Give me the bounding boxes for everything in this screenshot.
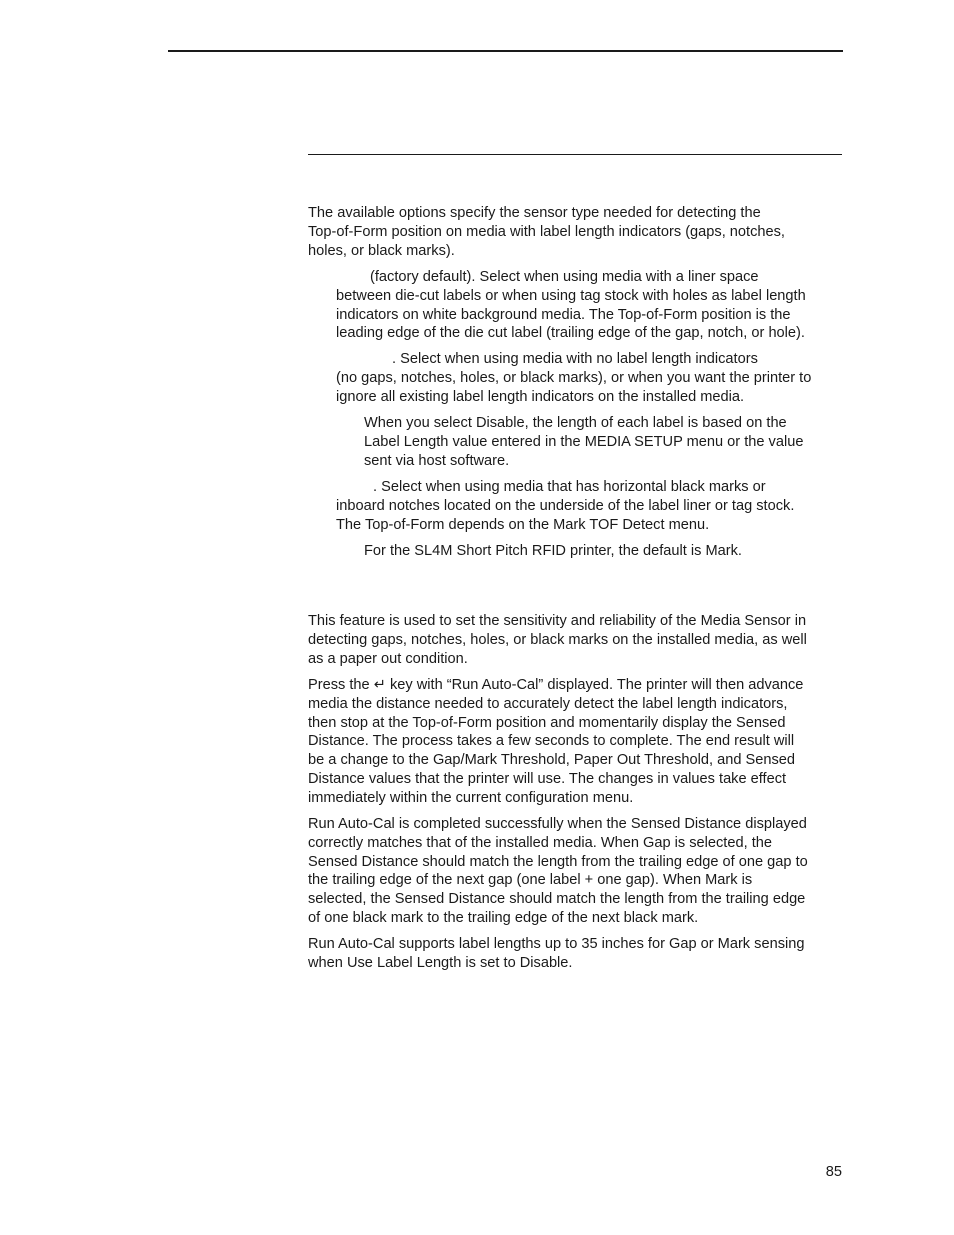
text-line: inboard notches located on the underside of the label liner or tag stock. — [336, 497, 795, 514]
text-line — [336, 268, 806, 287]
text-line: the trailing edge of the next gap (one label + one gap). When Mark is — [308, 872, 753, 889]
text-line: between die-cut labels or when using tag stock with holes as label length — [336, 287, 806, 304]
auto-cal-paragraph-4 — [308, 935, 804, 973]
text-line: then stop at the Top-of-Form position and momentarily display the Sensed — [308, 714, 786, 731]
text-line: media the distance needed to accurately detect the label length indicators, — [308, 695, 788, 712]
text-line: Label Length value entered in the MEDIA SETUP menu or the value — [364, 433, 804, 450]
text-line-content: (factory default). Select when using media with a liner space — [370, 269, 759, 285]
text-line: Sensed Distance should match the length from the trailing edge of one gap to — [308, 853, 808, 870]
media-sensor-intro — [308, 204, 785, 260]
text-line — [336, 478, 794, 497]
text-line: of one black mark to the trailing edge of the next black mark. — [308, 909, 699, 926]
disable-note — [364, 414, 803, 470]
mark-option-description — [336, 478, 794, 534]
text-line-content: . Select when using media with no label length indicators — [392, 351, 758, 367]
text-line: Distance values that the printer will use. The changes in values take effect — [308, 770, 787, 787]
text-line: when Use Label Length is set to Disable. — [308, 954, 573, 971]
page-number: 85 — [825, 1164, 842, 1180]
text-line — [336, 350, 811, 369]
auto-cal-paragraph-2 — [308, 676, 803, 808]
header-rule — [168, 50, 843, 52]
text-line: indicators on white background media. The Top-of-Form position is the — [336, 306, 791, 323]
text-line: Top-of-Form position on media with label length indicators (gaps, notches, — [308, 223, 785, 240]
section-rule — [308, 154, 842, 155]
text-line: Press the ↵ key with “Run Auto-Cal” displayed. The printer will then advance — [308, 677, 804, 693]
text-line: The available options specify the sensor type needed for detecting the — [308, 205, 761, 221]
text-line: be a change to the Gap/Mark Threshold, Paper Out Threshold, and Sensed — [308, 752, 796, 769]
text-line-content: . Select when using media that has horizontal black marks or — [373, 479, 766, 495]
text-line: The Top-of-Form depends on the Mark TOF Detect menu. — [336, 516, 710, 533]
text-line: correctly matches that of the installed media. When Gap is selected, the — [308, 834, 772, 851]
auto-cal-paragraph-3 — [308, 815, 808, 928]
disable-option-description — [336, 350, 811, 406]
text-line: leading edge of the die cut label (trailing edge of the gap, notch, or hole). — [336, 325, 805, 342]
text-line: detecting gaps, notches, holes, or black marks on the installed media, as well — [308, 631, 807, 648]
text-line: Run Auto-Cal supports label lengths up to 35 inches for Gap or Mark sensing — [308, 936, 805, 952]
mark-note — [364, 542, 742, 561]
auto-cal-paragraph-1 — [308, 612, 807, 668]
text-line: Distance. The process takes a few seconds to complete. The end result will — [308, 733, 795, 750]
text-line: selected, the Sensed Distance should match the length from the trailing edge — [308, 891, 806, 908]
text-line: When you select Disable, the length of each label is based on the — [364, 415, 787, 431]
text-line: immediately within the current configuration menu. — [308, 789, 634, 806]
text-line: ignore all existing label length indicators on the installed media. — [336, 388, 745, 405]
text-line: holes, or black marks). — [308, 242, 455, 259]
text-line: For the SL4M Short Pitch RFID printer, the default is Mark. — [364, 543, 742, 559]
text-line: sent via host software. — [364, 452, 510, 469]
text-line: as a paper out condition. — [308, 650, 468, 667]
text-line: Run Auto-Cal is completed successfully when the Sensed Distance displayed — [308, 816, 807, 832]
text-line: This feature is used to set the sensitivity and reliability of the Media Sensor in — [308, 613, 807, 629]
text-line: (no gaps, notches, holes, or black marks), or when you want the printer to — [336, 369, 812, 386]
gap-option-description — [336, 268, 806, 343]
